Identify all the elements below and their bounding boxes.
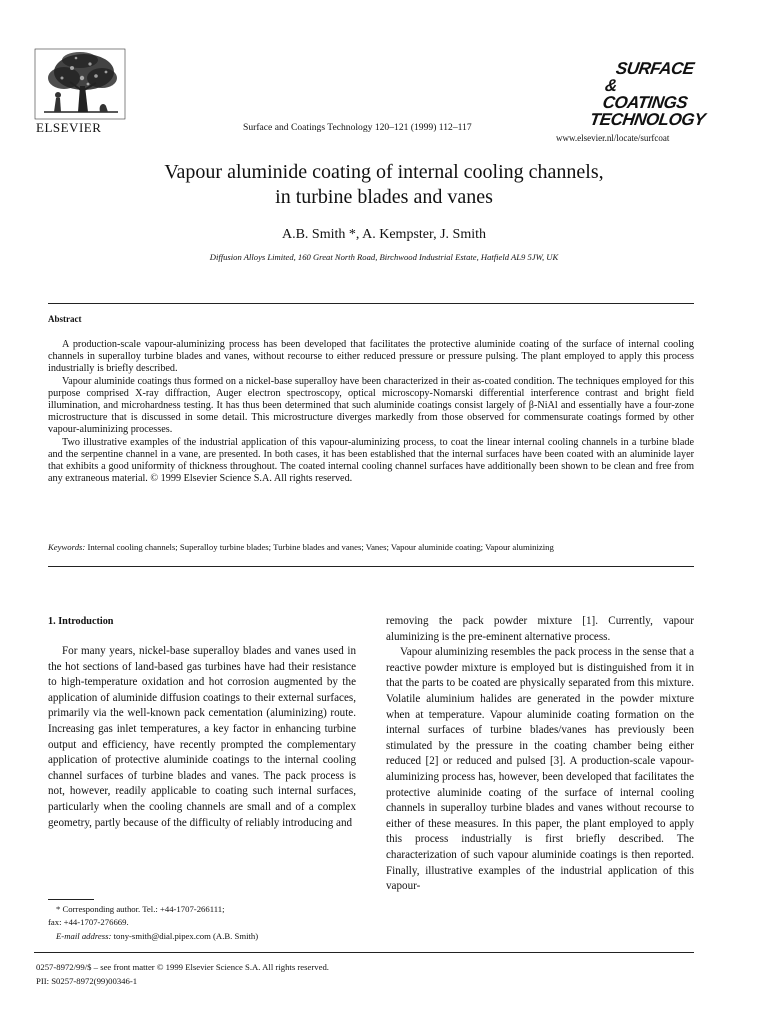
keywords-text: Internal cooling channels; Superalloy turbine blades; Turbine blades and vanes; Vanes; Vapour aluminide coating; Vapour aluminizing [87, 542, 554, 552]
footnote-line: * Corresponding author. Tel.: +44-1707-266111; [56, 904, 225, 914]
article-title [0, 160, 768, 210]
footnotes [48, 903, 348, 943]
journal-logo-line: TECHNOLOGY [588, 110, 707, 129]
section-heading: 1. Introduction [48, 616, 114, 627]
journal-logo [586, 59, 707, 129]
body-paragraph: Vapour aluminizing resembles the pack process in the sense that a reactive powder mixture is employed but is distinguished from it in that the parts to be coated are physically separated from this mixture. Volatile aluminium halides are generated in the powder mixture when at temperature. Vapour aluminide coating formation on the internal surfaces of turbine blades/vanes has previously been stimulated by the pressure in the coating chamber being either reduced [2] or reduced and pulsed [3]. A production-scale vapour-aluminizing process has, however, been developed that facilitates the protective aluminide coating of the surface of internal cooling channels in superalloy turbine blades and vanes without recourse to either of these measures. In this paper, the plant employed to apply this process industrially is first briefly described. The characterization of such vapour aluminide coatings is then reported. Finally, illustrative examples of the industrial application of this vapour- [386, 646, 694, 893]
journal-url[interactable]: www.elsevier.nl/locate/surfcoat [556, 133, 670, 143]
copyright-line: 0257-8972/99/$ – see front matter © 1999 Elsevier Science S.A. All rights reserved. [36, 962, 329, 972]
publisher-name: ELSEVIER [36, 120, 102, 135]
journal-logo-line: SURFACE [614, 59, 696, 78]
journal-citation: Surface and Coatings Technology 120–121 (1999) 112–117 [243, 122, 472, 133]
email-label: E-mail address: [56, 930, 112, 941]
body-paragraph: For many years, nickel-base superalloy blades and vanes used in the hot sections of land-based gas turbines have had their resistance to high-temperature oxidation and hot corrosion augmented by the application of aluminide diffusion coatings to their external surfaces, primarily via the well-known pack cementation (aluminizing) route. Increasing gas inlet temperatures, a key factor in enhancing turbine output and efficiency, have recently prompted the complementary application of protective aluminide coatings to the internal cooling channel surfaces of turbine blades and vanes. The pack process is not, however, readily applicable to coating such internal surfaces, particularly when the cooling channels are small and of a complex geometry, partly because of the difficulty of reliably introducing and [48, 645, 356, 829]
abstract-paragraph: A production-scale vapour-aluminizing process has been developed that facilitates the protective aluminide coating of the surface of internal cooling channels in superalloy turbine blades and vanes, without recourse to either reduced pressure or pressure pulsing. The plant employed to apply this process industrially is briefly described. [48, 339, 694, 375]
elsevier-tree-logo [34, 48, 126, 120]
affiliation: Diffusion Alloys Limited, 160 Great North Road, Birchwood Industrial Estate, Hatfield AL9 5JW, UK [209, 252, 559, 262]
footnote-email [48, 930, 348, 943]
email-address[interactable]: tony-smith@dial.pipex.com (A.B. Smith) [113, 930, 259, 941]
title-line: Vapour aluminide coating of internal cooling channels, [164, 161, 604, 183]
abstract-body [48, 339, 694, 485]
author-list: A.B. Smith *, A. Kempster, J. Smith [281, 227, 486, 242]
left-column [48, 644, 356, 831]
divider [48, 303, 694, 304]
abstract-paragraph: Vapour aluminide coatings thus formed on a nickel-base superalloy have been characterized in their as-coated condition. The techniques employed for this purpose comprised X-ray diffraction, Auger electron spectroscopy, optical microscopy-Nomarski differential interference contrast and bright field illumination, and microhardness testing. It has thus been determined that such aluminide coatings consist largely of β-NiAl and essentially have a four-zone microstructure that is discussed in some detail. This microstructure diverges markedly from those observed for commensurate coatings formed by other vapour-aluminizing processes. [48, 375, 694, 436]
pii-line: PII: S0257-8972(99)00346-1 [36, 976, 138, 986]
title-line: in turbine blades and vanes [275, 186, 493, 208]
body-paragraph: removing the pack powder mixture [1]. Currently, vapour aluminizing is the pre-eminent alternative process. [386, 615, 694, 643]
footnote-divider [48, 899, 94, 900]
divider [48, 566, 694, 567]
bottom-notes [36, 960, 329, 988]
keywords-label: Keywords: [48, 542, 86, 552]
abstract-paragraph: Two illustrative examples of the industrial application of this vapour-aluminizing process, to coat the linear internal cooling channels in a turbine blade and the serpentine channel in a vane, are presented. In both cases, it has been established that the internal surfaces have been coated with an aluminide layer that exhibits a good uniformity of thickness throughout. The coated internal cooling channel surfaces have additionally been shown to be clean and free from any extraneous material. © 1999 Elsevier Science S.A. All rights reserved. [48, 436, 694, 485]
divider [34, 952, 694, 953]
abstract-heading: Abstract [48, 314, 82, 324]
keywords [48, 542, 698, 552]
right-column [386, 614, 694, 895]
footnote-line: fax: +44-1707-276669. [48, 917, 129, 928]
journal-logo-line: & COATINGS [601, 76, 689, 112]
